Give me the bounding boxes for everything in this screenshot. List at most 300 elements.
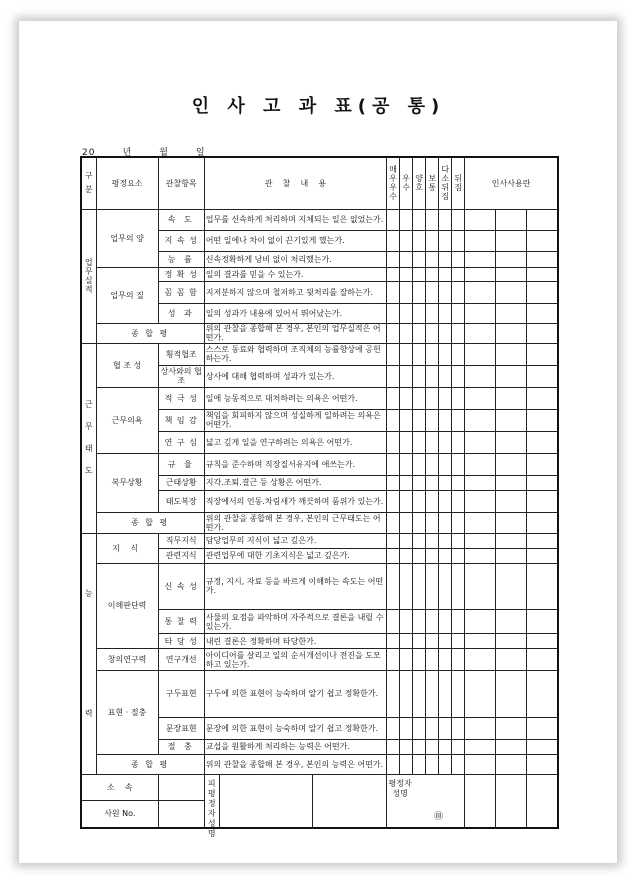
item-name: 속 도	[158, 209, 204, 230]
hr-use-cell[interactable]	[527, 671, 558, 718]
hr-use-cell[interactable]	[465, 431, 496, 453]
rating-cell[interactable]	[413, 453, 426, 475]
rating-cell[interactable]	[439, 512, 452, 533]
hr-use-cell[interactable]	[527, 774, 558, 828]
hr-use-cell[interactable]	[496, 267, 527, 281]
rating-cell[interactable]	[413, 267, 426, 281]
rating-cell[interactable]	[413, 490, 426, 512]
rating-cell[interactable]	[439, 209, 452, 230]
item-name: 성 과	[158, 303, 204, 323]
rating-cell[interactable]	[426, 475, 439, 490]
emp-no-label: 사원 No.	[81, 800, 158, 827]
rating-cell[interactable]	[439, 533, 452, 548]
hr-use-cell[interactable]	[465, 649, 496, 671]
rating-cell[interactable]	[426, 230, 439, 251]
rating-cell[interactable]	[452, 303, 465, 323]
rating-cell[interactable]	[426, 267, 439, 281]
hr-use-cell[interactable]	[496, 548, 527, 563]
rating-cell[interactable]	[400, 230, 413, 251]
rating-cell[interactable]	[400, 343, 413, 365]
rating-cell[interactable]	[413, 717, 426, 739]
rating-cell[interactable]	[387, 230, 400, 251]
hr-use-cell[interactable]	[527, 739, 558, 754]
rating-cell[interactable]	[413, 251, 426, 267]
hr-use-cell[interactable]	[496, 209, 527, 230]
item-name: 능 률	[158, 251, 204, 267]
hr-use-cell[interactable]	[496, 754, 527, 774]
rating-cell[interactable]	[400, 512, 413, 533]
rating-cell[interactable]	[439, 754, 452, 774]
rating-cell[interactable]	[400, 303, 413, 323]
item-content: 문장에 의한 표현이 능숙하며 알기 쉽고 정확한가.	[204, 717, 386, 739]
rating-cell[interactable]	[387, 649, 400, 671]
hr-use-cell[interactable]	[527, 717, 558, 739]
rating-cell[interactable]	[387, 754, 400, 774]
rating-cell[interactable]	[426, 387, 439, 409]
rating-cell[interactable]	[426, 512, 439, 533]
rating-header-average: 보통	[426, 157, 439, 209]
rating-cell[interactable]	[452, 230, 465, 251]
item-name: 신 속 성	[158, 563, 204, 610]
rating-cell[interactable]	[439, 281, 452, 303]
rating-cell[interactable]	[439, 671, 452, 718]
hr-use-cell[interactable]	[465, 303, 496, 323]
rating-cell[interactable]	[426, 671, 439, 718]
rating-header-slightly-behind: 다소뒤짐	[439, 157, 452, 209]
rating-cell[interactable]	[452, 512, 465, 533]
hr-use-cell[interactable]	[465, 475, 496, 490]
item-name: 절 충	[158, 739, 204, 754]
item-content: 스스로 동료와 협력하며 조직체의 능률향상에 공헌하는가.	[204, 343, 386, 365]
item-content: 내린 결론은 정확하며 타당한가.	[204, 634, 386, 649]
group-motivation: 근무의욕	[96, 387, 158, 453]
hr-use-cell[interactable]	[465, 717, 496, 739]
rater-block	[387, 774, 465, 828]
hr-use-cell[interactable]	[527, 409, 558, 431]
rating-cell[interactable]	[452, 563, 465, 610]
rating-cell[interactable]	[452, 671, 465, 718]
hr-use-cell[interactable]	[465, 490, 496, 512]
rating-cell[interactable]	[439, 649, 452, 671]
item-name: 정 확 성	[158, 267, 204, 281]
item-content: 규칙을 준수하며 직장질서유지에 애쓰는가.	[204, 453, 386, 475]
rating-cell[interactable]	[452, 754, 465, 774]
header-category: 구분	[81, 157, 96, 209]
rating-cell[interactable]	[439, 739, 452, 754]
hr-use-cell[interactable]	[465, 365, 496, 387]
rating-cell[interactable]	[400, 717, 413, 739]
rating-cell[interactable]	[426, 409, 439, 431]
hr-use-cell[interactable]	[527, 533, 558, 548]
rating-cell[interactable]	[413, 649, 426, 671]
item-name: 통 찰 력	[158, 610, 204, 634]
rating-cell[interactable]	[439, 634, 452, 649]
rating-cell[interactable]	[413, 281, 426, 303]
rating-cell[interactable]	[426, 431, 439, 453]
rating-cell[interactable]	[452, 490, 465, 512]
hr-use-cell[interactable]	[527, 610, 558, 634]
item-content: 신속정확하게 낭비 없이 처리했는가.	[204, 251, 386, 267]
item-content: 어떤 일에나 차이 없이 끈기있게 했는가.	[204, 230, 386, 251]
hr-use-cell[interactable]	[496, 512, 527, 533]
appraisal-form-table	[80, 156, 559, 838]
rating-cell[interactable]	[387, 475, 400, 490]
rating-cell[interactable]	[413, 563, 426, 610]
rating-cell[interactable]	[439, 267, 452, 281]
att-row-3	[81, 387, 558, 409]
hr-use-cell[interactable]	[496, 475, 527, 490]
hr-use-cell[interactable]	[496, 671, 527, 718]
hr-use-cell[interactable]	[496, 634, 527, 649]
rating-cell[interactable]	[426, 739, 439, 754]
rating-cell[interactable]	[413, 475, 426, 490]
rating-cell[interactable]	[413, 365, 426, 387]
rating-cell[interactable]	[439, 431, 452, 453]
rating-cell[interactable]	[400, 563, 413, 610]
hr-use-cell[interactable]	[527, 649, 558, 671]
hr-use-cell[interactable]	[496, 387, 527, 409]
rating-cell[interactable]	[426, 453, 439, 475]
hr-use-cell[interactable]	[527, 453, 558, 475]
hr-use-cell[interactable]	[496, 431, 527, 453]
hr-use-cell[interactable]	[496, 281, 527, 303]
rating-cell[interactable]	[413, 431, 426, 453]
rating-cell[interactable]	[452, 548, 465, 563]
item-name: 연 구 심	[158, 431, 204, 453]
rating-cell[interactable]	[413, 387, 426, 409]
hr-use-cell[interactable]	[465, 563, 496, 610]
hr-use-cell[interactable]	[527, 490, 558, 512]
rating-cell[interactable]	[387, 610, 400, 634]
group-cooperation: 협 조 성	[96, 343, 158, 387]
rating-cell[interactable]	[439, 303, 452, 323]
rating-cell[interactable]	[439, 548, 452, 563]
item-name: 구두표현	[158, 671, 204, 718]
rating-cell[interactable]	[426, 323, 439, 343]
rating-cell[interactable]	[387, 387, 400, 409]
item-name: 횡적협조	[158, 343, 204, 365]
header-row	[81, 157, 558, 209]
rating-cell[interactable]	[413, 634, 426, 649]
rating-cell[interactable]	[439, 230, 452, 251]
item-name: 적 극 성	[158, 387, 204, 409]
hr-use-cell[interactable]	[527, 431, 558, 453]
rating-cell[interactable]	[413, 209, 426, 230]
hr-use-cell[interactable]	[465, 533, 496, 548]
rating-cell[interactable]	[426, 365, 439, 387]
hr-use-cell[interactable]	[496, 323, 527, 343]
rating-cell[interactable]	[426, 281, 439, 303]
rating-cell[interactable]	[387, 431, 400, 453]
rating-cell[interactable]	[400, 267, 413, 281]
hr-use-cell[interactable]	[465, 634, 496, 649]
item-content: 구두에 의한 표현이 능숙하며 알기 쉽고 정확한가.	[204, 671, 386, 718]
rating-cell[interactable]	[439, 490, 452, 512]
hr-use-cell[interactable]	[496, 453, 527, 475]
hr-use-cell[interactable]	[527, 548, 558, 563]
hr-use-cell[interactable]	[527, 209, 558, 230]
rating-cell[interactable]	[400, 475, 413, 490]
hr-use-cell[interactable]	[465, 281, 496, 303]
rating-cell[interactable]	[387, 281, 400, 303]
rating-cell[interactable]	[452, 431, 465, 453]
hr-use-cell[interactable]	[496, 365, 527, 387]
hr-use-cell[interactable]	[527, 475, 558, 490]
hr-use-cell[interactable]	[527, 365, 558, 387]
rating-cell[interactable]	[439, 323, 452, 343]
hr-use-cell[interactable]	[527, 281, 558, 303]
hr-use-cell[interactable]	[527, 343, 558, 365]
hr-use-cell[interactable]	[527, 230, 558, 251]
rating-cell[interactable]	[426, 303, 439, 323]
rating-cell[interactable]	[452, 453, 465, 475]
rating-cell[interactable]	[413, 739, 426, 754]
rating-cell[interactable]	[400, 453, 413, 475]
rating-cell[interactable]	[400, 251, 413, 267]
rating-cell[interactable]	[439, 453, 452, 475]
rating-cell[interactable]	[387, 209, 400, 230]
hr-use-cell[interactable]	[496, 490, 527, 512]
hr-use-cell[interactable]	[465, 251, 496, 267]
rating-cell[interactable]	[439, 475, 452, 490]
hr-use-cell[interactable]	[465, 267, 496, 281]
rating-cell[interactable]	[439, 563, 452, 610]
rating-cell[interactable]	[387, 365, 400, 387]
rating-cell[interactable]	[426, 251, 439, 267]
rating-cell[interactable]	[426, 533, 439, 548]
rating-cell[interactable]	[426, 209, 439, 230]
hr-use-cell[interactable]	[527, 563, 558, 610]
rating-cell[interactable]	[413, 754, 426, 774]
hr-use-cell[interactable]	[465, 774, 496, 828]
rating-cell[interactable]	[400, 754, 413, 774]
footer-row-1	[81, 774, 558, 800]
rating-header-fair: 양호	[413, 157, 426, 209]
rating-cell[interactable]	[413, 303, 426, 323]
summary-label: 종 합 평	[96, 512, 204, 533]
rating-cell[interactable]	[439, 610, 452, 634]
hr-use-cell[interactable]	[465, 453, 496, 475]
rating-cell[interactable]	[426, 610, 439, 634]
item-name: 책 임 감	[158, 409, 204, 431]
ratee-extra-field[interactable]	[313, 775, 386, 827]
rating-cell[interactable]	[387, 323, 400, 343]
header-observation-item: 관찰항목	[158, 157, 204, 209]
rating-cell[interactable]	[426, 343, 439, 365]
rating-cell[interactable]	[387, 634, 400, 649]
rating-cell[interactable]	[439, 343, 452, 365]
rating-cell[interactable]	[413, 610, 426, 634]
seal-mark: ㊞	[434, 811, 444, 822]
group-amount: 업무의 양	[96, 209, 158, 267]
rating-cell[interactable]	[413, 409, 426, 431]
rating-cell[interactable]	[452, 610, 465, 634]
rating-cell[interactable]	[400, 634, 413, 649]
hr-use-cell[interactable]	[496, 343, 527, 365]
rating-cell[interactable]	[387, 409, 400, 431]
item-content: 사물의 요점을 파악하며 자주적으로 결론을 내릴 수 있는가.	[204, 610, 386, 634]
hr-use-cell[interactable]	[465, 209, 496, 230]
rating-cell[interactable]	[452, 739, 465, 754]
rating-cell[interactable]	[439, 409, 452, 431]
item-name: 연구개선	[158, 649, 204, 671]
rating-cell[interactable]	[439, 251, 452, 267]
item-name: 관련지식	[158, 548, 204, 563]
rating-cell[interactable]	[400, 548, 413, 563]
rating-cell[interactable]	[387, 490, 400, 512]
rating-cell[interactable]	[452, 281, 465, 303]
hr-use-cell[interactable]	[465, 323, 496, 343]
rating-cell[interactable]	[426, 717, 439, 739]
hr-use-cell[interactable]	[465, 671, 496, 718]
rating-cell[interactable]	[400, 490, 413, 512]
hr-use-cell[interactable]	[496, 649, 527, 671]
rating-cell[interactable]	[426, 548, 439, 563]
emp-no-field[interactable]	[158, 800, 204, 827]
hr-use-cell[interactable]	[465, 387, 496, 409]
rating-cell[interactable]	[400, 387, 413, 409]
rating-cell[interactable]	[452, 533, 465, 548]
perf-row-4	[81, 267, 558, 281]
abl-row-7	[81, 671, 558, 718]
item-content: 일의 결과를 믿을 수 있는가.	[204, 267, 386, 281]
item-name: 상사와의 협 조	[158, 365, 204, 387]
item-content: 책임을 회피하지 않으며 성실하게 일하려는 의욕은 어떤가.	[204, 409, 386, 431]
rating-cell[interactable]	[400, 649, 413, 671]
rating-cell[interactable]	[413, 323, 426, 343]
rating-cell[interactable]	[400, 533, 413, 548]
rating-cell[interactable]	[387, 671, 400, 718]
page-title: 인 사 고 과 표(공 통)	[191, 96, 446, 117]
rating-cell[interactable]	[452, 634, 465, 649]
hr-use-cell[interactable]	[527, 754, 558, 774]
rating-cell[interactable]	[439, 717, 452, 739]
rating-cell[interactable]	[452, 649, 465, 671]
perf-summary-row	[81, 323, 558, 343]
rating-cell[interactable]	[387, 453, 400, 475]
hr-use-cell[interactable]	[496, 739, 527, 754]
hr-use-cell[interactable]	[465, 739, 496, 754]
rating-cell[interactable]	[426, 563, 439, 610]
hr-use-cell[interactable]	[496, 251, 527, 267]
rating-cell[interactable]	[413, 343, 426, 365]
hr-use-cell[interactable]	[496, 303, 527, 323]
dept-field[interactable]	[158, 774, 204, 800]
rating-cell[interactable]	[413, 230, 426, 251]
att-row-6	[81, 453, 558, 475]
hr-use-cell[interactable]	[527, 634, 558, 649]
rating-cell[interactable]	[452, 387, 465, 409]
hr-use-cell[interactable]	[527, 387, 558, 409]
hr-use-cell[interactable]	[496, 717, 527, 739]
rating-cell[interactable]	[452, 475, 465, 490]
hr-use-cell[interactable]	[496, 563, 527, 610]
rating-cell[interactable]	[387, 251, 400, 267]
hr-use-cell[interactable]	[496, 230, 527, 251]
rating-cell[interactable]	[387, 303, 400, 323]
hr-use-cell[interactable]	[465, 343, 496, 365]
rating-cell[interactable]	[400, 281, 413, 303]
hr-use-cell[interactable]	[496, 774, 527, 828]
ratee-name-field[interactable]	[220, 775, 313, 827]
rating-header-good: 우수	[400, 157, 413, 209]
rating-cell[interactable]	[400, 409, 413, 431]
rating-header-excellent: 매우우수	[387, 157, 400, 209]
rating-cell[interactable]	[400, 365, 413, 387]
rating-cell[interactable]	[452, 365, 465, 387]
rating-cell[interactable]	[413, 512, 426, 533]
att-summary-row	[81, 512, 558, 533]
rating-cell[interactable]	[426, 634, 439, 649]
item-content: 업무를 신속하게 처리하며 지체되는 일은 없었는가.	[204, 209, 386, 230]
item-content: 상사에 대해 협력하며 성과가 있는가.	[204, 365, 386, 387]
rating-cell[interactable]	[452, 409, 465, 431]
rating-cell[interactable]	[426, 490, 439, 512]
rating-cell[interactable]	[452, 343, 465, 365]
rating-cell[interactable]	[413, 533, 426, 548]
rating-cell[interactable]	[387, 563, 400, 610]
rating-cell[interactable]	[400, 610, 413, 634]
hr-use-cell[interactable]	[465, 610, 496, 634]
hr-use-cell[interactable]	[465, 230, 496, 251]
rating-cell[interactable]	[439, 387, 452, 409]
item-name: 근태상황	[158, 475, 204, 490]
item-content: 일에 능동적으로 대처하려는 의욕은 어떤가.	[204, 387, 386, 409]
hr-use-cell[interactable]	[465, 512, 496, 533]
ratee-label: 피평정자 성명	[205, 775, 220, 827]
rating-cell[interactable]	[426, 754, 439, 774]
hr-use-cell[interactable]	[527, 267, 558, 281]
rating-cell[interactable]	[387, 717, 400, 739]
rating-cell[interactable]	[452, 209, 465, 230]
hr-use-cell[interactable]	[496, 533, 527, 548]
rating-cell[interactable]	[452, 323, 465, 343]
rating-cell[interactable]	[452, 717, 465, 739]
hr-use-cell[interactable]	[465, 409, 496, 431]
rating-cell[interactable]	[387, 343, 400, 365]
rating-cell[interactable]	[426, 649, 439, 671]
hr-use-cell[interactable]	[465, 754, 496, 774]
hr-use-cell[interactable]	[527, 323, 558, 343]
rating-cell[interactable]	[387, 739, 400, 754]
hr-use-cell[interactable]	[496, 409, 527, 431]
abl-summary-row	[81, 754, 558, 774]
rating-cell[interactable]	[400, 431, 413, 453]
rating-cell[interactable]	[400, 209, 413, 230]
ratee-block	[204, 774, 386, 838]
rating-cell[interactable]	[400, 671, 413, 718]
hr-use-cell[interactable]	[527, 251, 558, 267]
rating-cell[interactable]	[452, 267, 465, 281]
rating-cell[interactable]	[400, 739, 413, 754]
rating-cell[interactable]	[387, 267, 400, 281]
rating-cell[interactable]	[387, 512, 400, 533]
hr-use-cell[interactable]	[527, 303, 558, 323]
hr-use-cell[interactable]	[465, 548, 496, 563]
item-name: 지 속 성	[158, 230, 204, 251]
hr-use-cell[interactable]	[496, 610, 527, 634]
rating-cell[interactable]	[439, 365, 452, 387]
rating-cell[interactable]	[387, 533, 400, 548]
item-content: 관련업무에 대한 기초지식은 넓고 깊은가.	[204, 548, 386, 563]
rating-cell[interactable]	[413, 548, 426, 563]
rating-cell[interactable]	[387, 548, 400, 563]
group-judgment: 이해판단력	[96, 563, 158, 649]
rating-cell[interactable]	[413, 671, 426, 718]
hr-use-cell[interactable]	[527, 512, 558, 533]
rating-cell[interactable]	[452, 251, 465, 267]
rating-cell[interactable]	[400, 323, 413, 343]
